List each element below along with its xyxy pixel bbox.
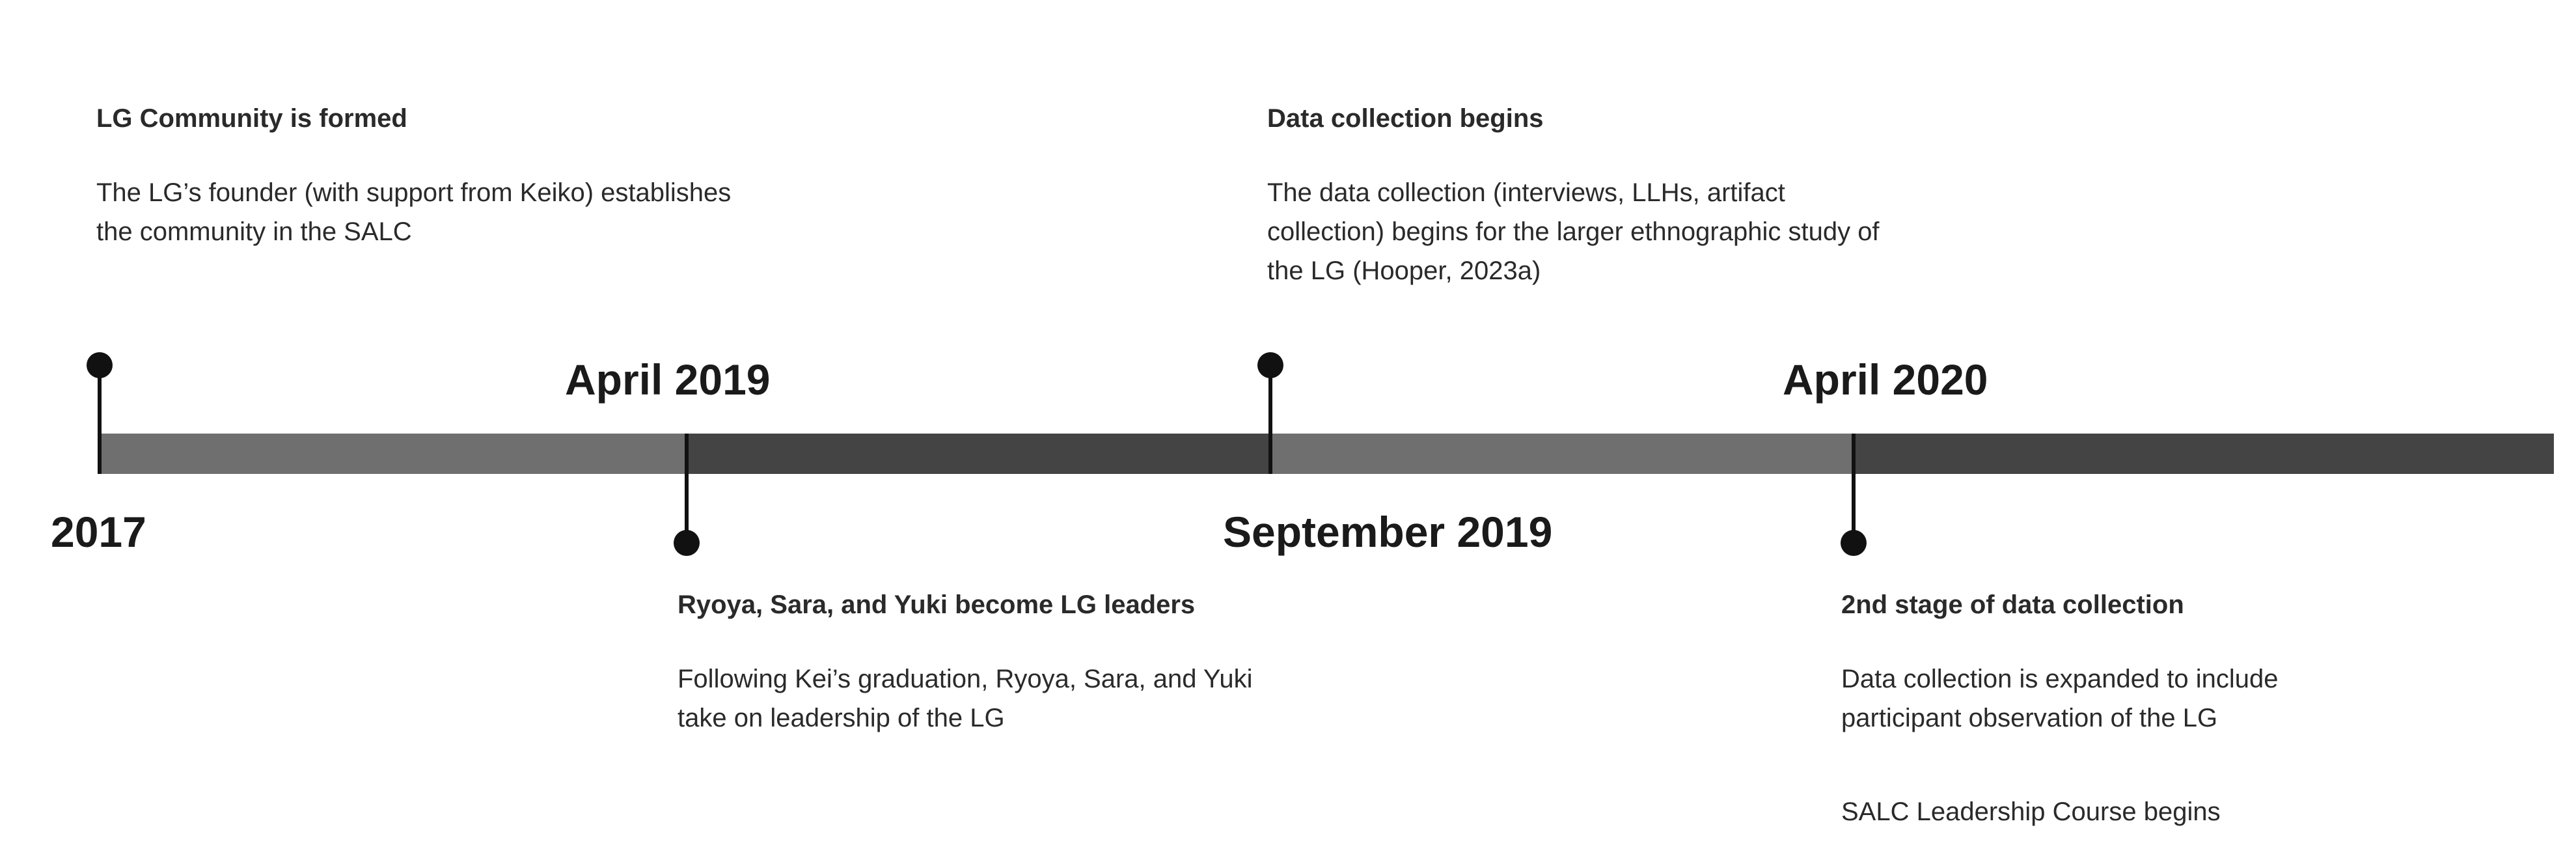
marker-dot-2017 [87,352,113,378]
event-data-collection-begins [1267,103,1905,290]
marker-dot-april-2020 [1841,530,1867,556]
timeline-segment-april-2019-to-september-2019 [687,434,1270,474]
event-second-stage [1841,589,2401,831]
event-title: 2nd stage of data collection [1841,590,2184,619]
event-title: Ryoya, Sara, and Yuki become LG leaders [678,590,1196,619]
date-label-september-2019: September 2019 [1223,508,1553,556]
event-description: Data collection is expanded to include participant observation of the LG [1841,665,2279,732]
marker-dot-april-2019 [674,530,700,556]
event-title: Data collection begins [1267,104,1544,133]
timeline-segment-september-2019-to-april-2020 [1270,434,1854,474]
event-extra-note: SALC Leadership Course begins [1841,797,2221,826]
marker-stem-april-2019 [685,434,689,540]
event-community-formed [96,103,747,251]
event-description: Following Kei’s graduation, Ryoya, Sara, and Yuki take on leadership of the LG [678,665,1253,732]
timeline-segment-after-april-2020 [1854,434,2554,474]
event-description: The data collection (interviews, LLHs, artifact collection) begins for the larger ethnographic study of the LG (Hooper, 2023a) [1267,178,1880,285]
marker-stem-september-2019 [1268,367,1272,474]
marker-stem-2017 [98,367,102,474]
date-label-april-2019: April 2019 [565,355,771,404]
marker-stem-april-2020 [1852,434,1856,540]
event-description: The LG’s founder (with support from Keiko) establishes the community in the SALC [96,178,732,246]
date-label-april-2020: April 2020 [1783,355,1988,404]
timeline-segment-2017-to-april-2019 [99,434,687,474]
event-new-leaders [678,589,1302,738]
event-title: LG Community is formed [96,104,407,133]
date-label-2017: 2017 [51,508,146,556]
marker-dot-september-2019 [1257,352,1283,378]
